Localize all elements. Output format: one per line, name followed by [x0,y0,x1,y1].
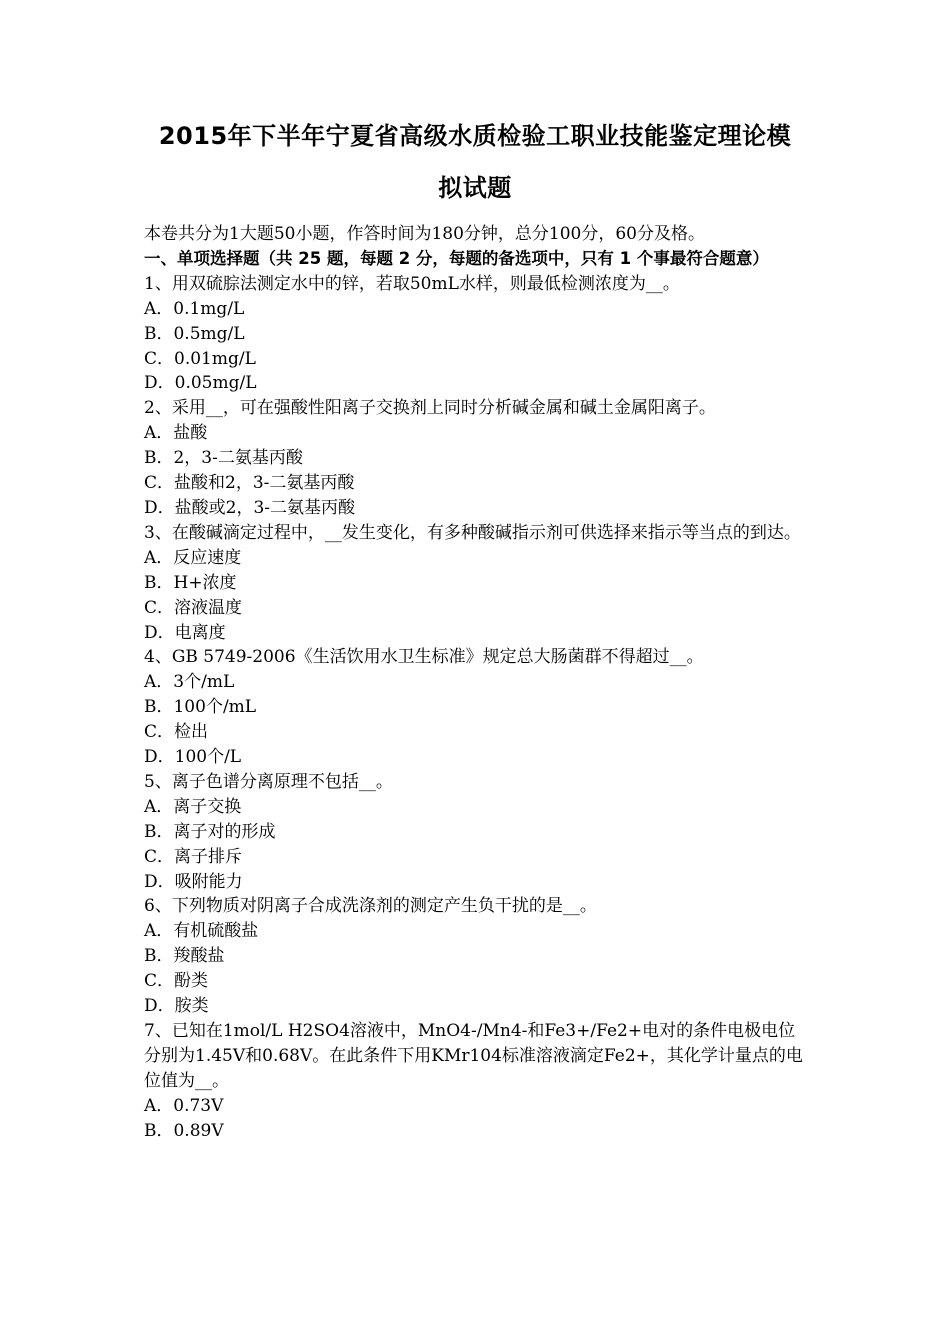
question-stem: 1、用双硫腙法测定水中的锌，若取50mL水样，则最低检测浓度为__。 [144,273,680,294]
section-heading: 一、单项选择题（共 25 题，每题 2 分，每题的备选项中，只有 1 个事最符合题意） [144,248,769,268]
document-title-line-2: 拟试题 [438,174,512,202]
question-stem: 6、下列物质对阴离子合成洗涤剂的测定产生负干扰的是__。 [144,896,597,917]
option-a: A．3个/mL [144,672,235,693]
option-a: A．离子交换 [144,796,242,817]
document-title-line-1: 2015年下半年宁夏省高级水质检验工职业技能鉴定理论模 [158,122,792,150]
option-a: A．0.1mg/L [144,298,245,319]
option-b: B．离子对的形成 [144,821,276,842]
option-d: D．0.05mg/L [144,373,257,394]
question-stem: 2、采用__，可在强酸性阳离子交换剂上同时分析碱金属和碱土金属阳离子。 [144,398,716,419]
option-b: B．0.5mg/L [144,323,245,344]
option-d: D．100个/L [144,747,242,768]
option-b: B．100个/mL [144,697,257,718]
exam-intro: 本卷共分为1大题50小题，作答时间为180分钟，总分100分，60分及格。 [144,224,705,244]
option-a: A．盐酸 [144,423,208,444]
option-b: B．0.89V [144,1120,224,1141]
question-stem: 3、在酸碱滴定过程中，__发生变化，有多种酸碱指示剂可供选择来指示等当点的到达。 [144,522,801,543]
document-body [144,222,812,1144]
option-b: B．2，3-二氨基丙酸 [144,448,303,469]
option-d: D．电离度 [144,622,226,643]
option-b: B．羧酸盐 [144,946,225,967]
option-d: D．盐酸或2，3-二氨基丙酸 [144,497,356,518]
option-a: A．有机硫酸盐 [144,921,259,942]
option-d: D．胺类 [144,996,209,1017]
option-a: A．反应速度 [144,547,242,568]
question-stem: 7、已知在1mol/L H2SO4溶液中，MnO4-/Mn4-和Fe3+/Fe2+电对的条件电极电位分别为1.45V和0.68V。在此条件下用KMr104标准溶液滴定Fe2+，其化学计量点的电位值为__。 [144,1021,803,1091]
option-c: C．检出 [144,722,209,743]
option-b: B．H+浓度 [144,572,237,593]
option-c: C．溶液温度 [144,597,243,618]
option-c: C．离子排斥 [144,846,243,867]
option-c: C．酚类 [144,971,209,992]
option-a: A．0.73V [144,1095,224,1116]
question-stem: 5、离子色谱分离原理不包括__。 [144,771,393,792]
option-c: C．0.01mg/L [144,348,256,369]
option-d: D．吸附能力 [144,871,243,892]
option-c: C．盐酸和2，3-二氨基丙酸 [144,473,355,494]
question-stem: 4、GB 5749-2006《生活饮用水卫生标准》规定总大肠菌群不得超过__。 [144,647,704,668]
